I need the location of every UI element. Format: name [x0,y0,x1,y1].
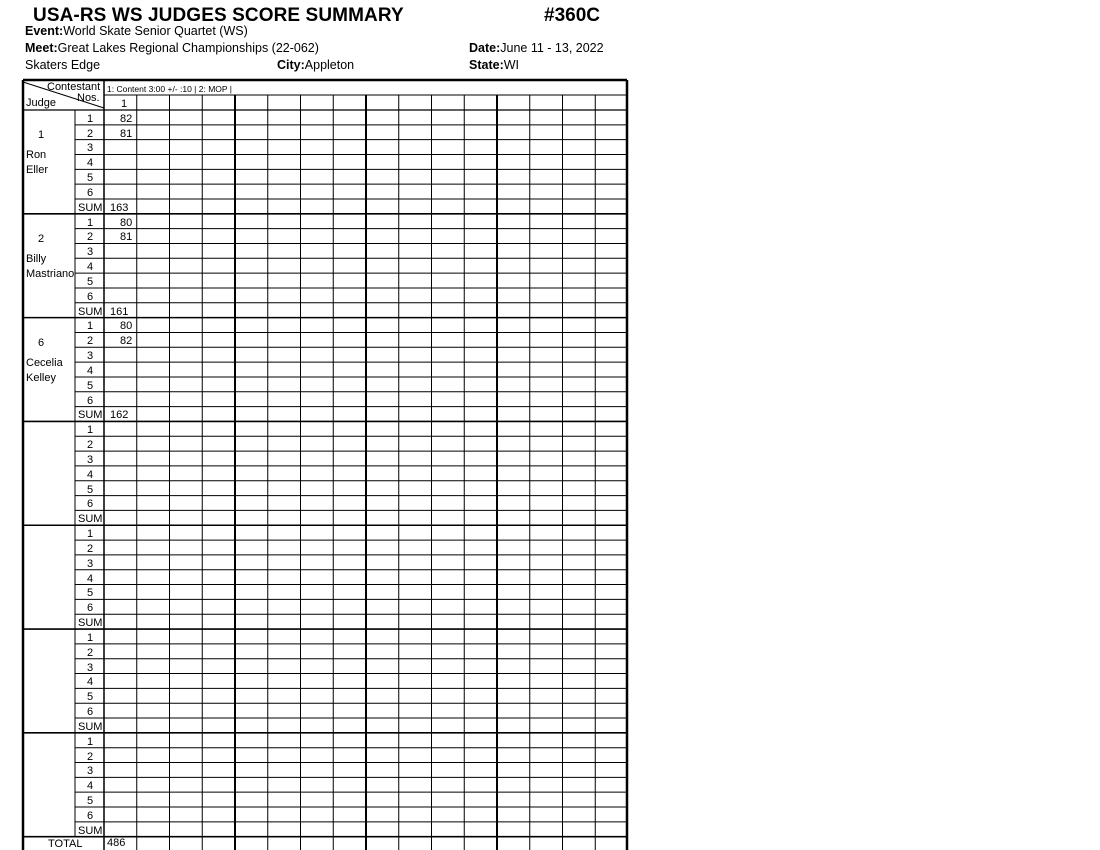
row-label: 1 [87,631,94,644]
row-label: 4 [87,468,94,481]
row-label: 6 [87,706,94,719]
judge-first-name: Ron [26,149,47,161]
sum-label: SUM [78,720,103,733]
judge-number: 1 [38,129,45,141]
sum-label: SUM [78,824,103,837]
state-label: State: [469,58,504,72]
form-number: #360C [544,5,600,26]
row-label: 1 [87,216,94,229]
date-label: Date: [469,41,501,55]
row-label: 5 [87,795,94,807]
row-label: 4 [87,572,94,585]
row-label: 6 [87,290,94,303]
row-label: 1 [87,320,94,333]
sum-label: SUM [78,513,103,526]
row-label: 6 [87,602,94,615]
row-label: 2 [87,646,94,659]
row-label: 3 [87,661,94,674]
row-label: 5 [87,587,94,600]
sum-label: SUM [78,201,103,214]
row-label: 2 [87,750,94,763]
row-label: 2 [87,439,94,452]
contestant-number: 1 [121,98,128,110]
state-value: WI [503,58,520,72]
nos-label: Nos. [77,92,100,104]
row-label: 6 [87,809,94,822]
judge-name [26,148,48,178]
event-label: Event: [25,24,64,38]
row-label: 6 [87,394,94,407]
score-value: 81 [120,127,133,140]
score-value: 80 [120,320,133,333]
row-label: 3 [87,350,94,363]
row-label: 5 [87,691,94,704]
sum-label: SUM [78,617,103,630]
row-label: 3 [87,765,94,778]
judge-first-name: Cecelia [26,356,63,369]
row-label: 2 [87,127,94,140]
city-label: City: [277,58,305,72]
row-label: 4 [87,261,94,274]
team-name: Skaters Edge [25,58,101,72]
row-label: 1 [87,735,94,748]
judge-name [26,252,74,282]
sum-label: SUM [78,305,103,318]
city-value: Appleton [304,58,355,72]
sum-value: 163 [110,201,129,214]
row-label: 1 [87,112,94,125]
row-label: 5 [87,172,94,185]
row-label: 5 [87,379,94,392]
row-label: 2 [87,231,94,244]
row-label: 1 [87,528,94,541]
total-label: TOTAL [48,838,83,850]
judge-label: Judge [26,97,56,109]
date-value: June 11 - 13, 2022 [500,41,604,55]
event-value: World Skate Senior Quartet (WS) [63,24,248,38]
score-value: 82 [120,112,133,125]
sum-label: SUM [78,409,103,422]
score-value: 80 [120,216,133,229]
judge-last-name: Mastriano [26,267,75,280]
judge-number: 2 [38,232,45,245]
row-label: 2 [87,335,94,348]
row-label: 5 [87,275,94,288]
judge-name [26,356,63,386]
row-label: 1 [87,424,94,437]
judge-number: 6 [38,336,45,349]
meet-value: Great Lakes Regional Championships (22-062) [57,41,319,55]
contestant-label: Contestant [47,81,101,93]
score-value: 81 [120,231,133,244]
row-label: 6 [87,186,94,199]
row-label: 3 [87,246,94,259]
judge-last-name: Kelley [26,371,56,384]
row-label: 3 [87,142,94,155]
judge-last-name: Eller [26,164,49,176]
row-label: 4 [87,676,94,689]
total-value: 486 [107,837,126,849]
row-label: 4 [87,157,94,170]
score-value: 82 [120,335,133,348]
meet-label: Meet: [25,41,58,55]
row-label: 6 [87,498,94,511]
program-note: 1: Content 3:00 +/- :10 | 2: MOP | [107,84,232,94]
row-label: 3 [87,453,94,466]
row-label: 2 [87,542,94,555]
row-label: 4 [87,364,94,377]
row-label: 4 [87,780,94,793]
sum-value: 161 [110,305,129,318]
sum-value: 162 [110,409,129,422]
judge-first-name: Billy [26,252,47,265]
page-title: USA-RS WS JUDGES SCORE SUMMARY [33,5,404,26]
row-label: 3 [87,557,94,570]
row-label: 5 [87,483,94,496]
